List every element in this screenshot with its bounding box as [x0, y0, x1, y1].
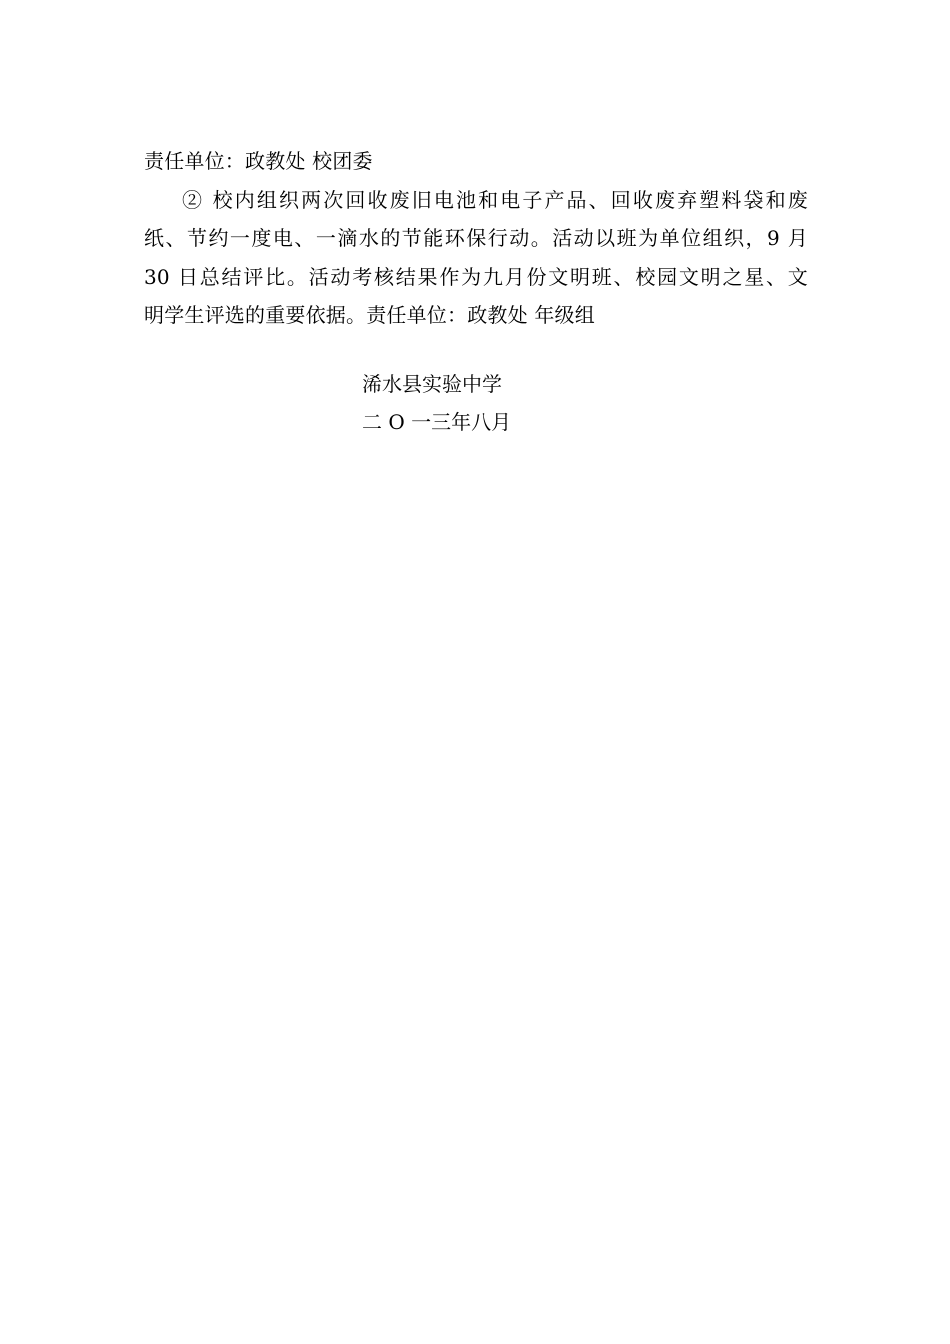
paragraph-line-4: 明学生评选的重要依据。责任单位：政教处 年级组: [144, 303, 595, 327]
signature-block: [362, 365, 511, 441]
signature-date: 二 O 一三年八月: [362, 410, 512, 434]
paragraph-line-2: 纸、节约一度电、一滴水的节能环保行动。活动以班为单位组织，9 月: [144, 226, 808, 250]
paragraph-line-3: 30 日总结评比。活动考核结果作为九月份文明班、校园文明之星、文: [144, 264, 808, 289]
signature-organization: 浠水县实验中学: [362, 372, 502, 396]
paragraph-line-1: ② 校内组织两次回收废旧电池和电子产品、回收废弃塑料袋和废: [182, 187, 808, 212]
responsibility-line: 责任单位：政教处 校团委: [144, 149, 373, 173]
document-body: [144, 142, 808, 335]
